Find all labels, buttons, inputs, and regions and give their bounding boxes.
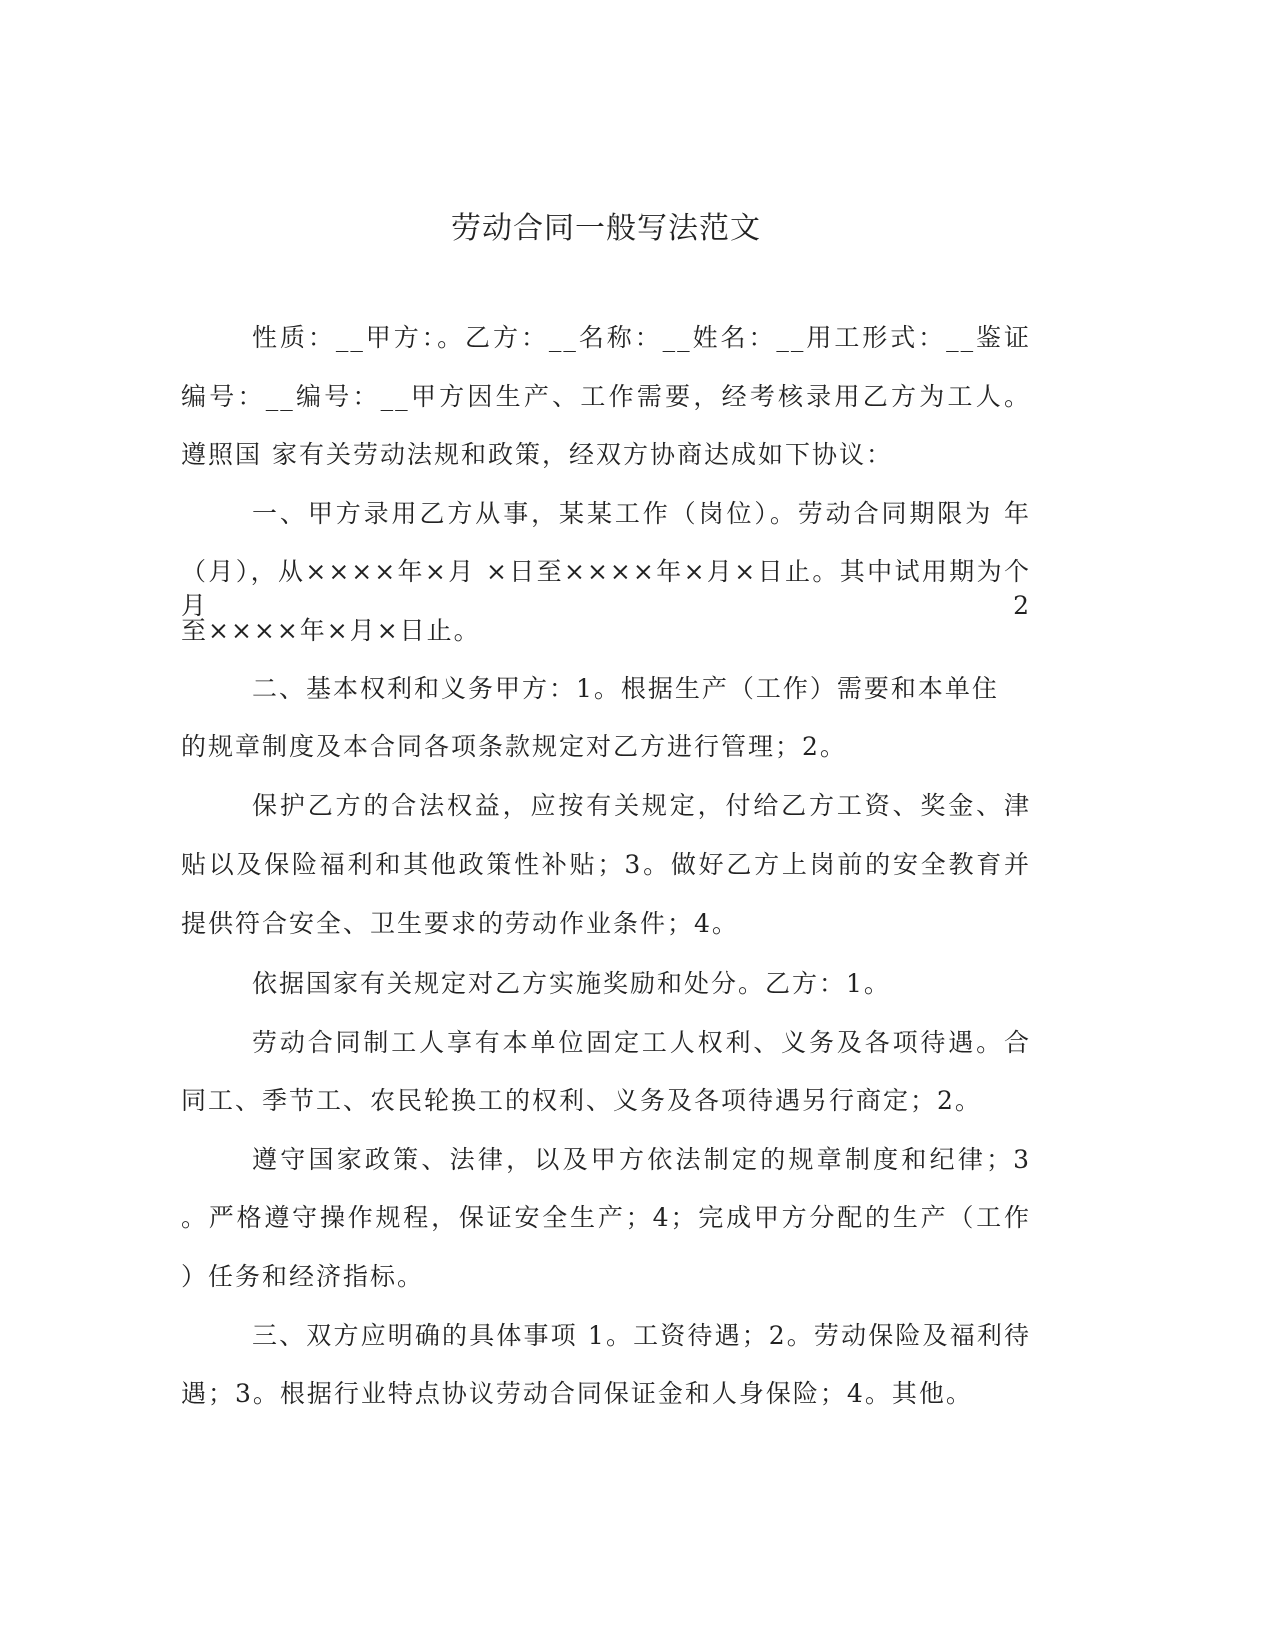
- body-line: 的规章制度及本合同各项条款规定对乙方进行管理；2。: [181, 732, 847, 761]
- body-line: 三、双方应明确的具体事项 1。工资待遇；2。劳动保险及福利待: [252, 1321, 1031, 1350]
- body-line: ）任务和经济指标。: [181, 1262, 425, 1291]
- body-line: 二、基本权利和义务甲方：1。根据生产（工作）需要和本单住: [252, 674, 999, 703]
- body-line: 依据国家有关规定对乙方实施奖励和处分。乙方：1。: [252, 969, 891, 998]
- body-line: 贴以及保险福利和其他政策性补贴；3。做好乙方上岗前的安全教育并: [181, 850, 1031, 879]
- body-line: 。严格遵守操作规程，保证安全生产；4；完成甲方分配的生产（工作: [181, 1203, 1031, 1232]
- body-line: 提供符合安全、卫生要求的劳动作业条件；4。: [181, 909, 739, 938]
- body-line: 至××××年×月×日止。: [181, 616, 481, 645]
- body-line: 性质：__甲方：。乙方：__名称：__姓名：__用工形式：__鉴证: [252, 323, 1031, 352]
- document-title: 劳动合同一般写法范文: [451, 211, 761, 246]
- body-line: 同工、季节工、农民轮换工的权利、义务及各项待遇另行商定；2。: [181, 1086, 982, 1115]
- body-line: 一、甲方录用乙方从事，某某工作（岗位）。劳动合同期限为 年: [252, 499, 1031, 528]
- body-line: 保护乙方的合法权益，应按有关规定，付给乙方工资、奖金、津: [252, 791, 1031, 820]
- body-line: 编号：__编号：__甲方因生产、工作需要，经考核录用乙方为工人。: [181, 382, 1031, 411]
- body-line: 遇；3。根据行业特点协议劳动合同保证金和人身保险；4。其他。: [181, 1379, 973, 1408]
- body-line: （月），从××××年×月 ×日至××××年×月×日止。其中试用期为个月 2: [181, 557, 1031, 620]
- body-line: 劳动合同制工人享有本单位固定工人权利、义务及各项待遇。合: [252, 1028, 1031, 1057]
- body-line: 遵守国家政策、法律，以及甲方依法制定的规章制度和纪律；3: [252, 1145, 1031, 1174]
- body-line: 遵照国 家有关劳动法规和政策，经双方协商达成如下协议：: [181, 440, 893, 469]
